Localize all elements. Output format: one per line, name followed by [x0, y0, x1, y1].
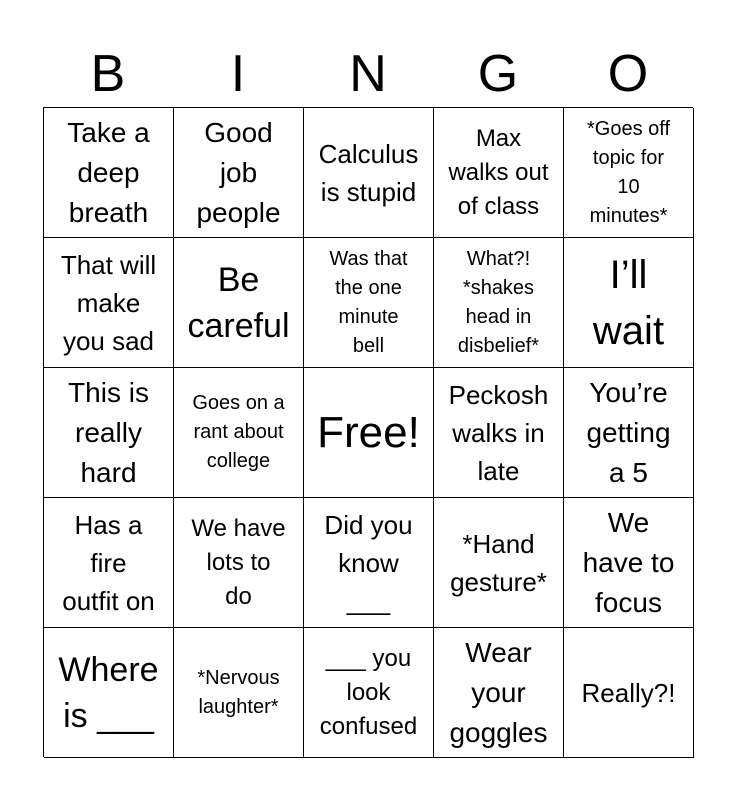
bingo-cell-r4-c3[interactable] — [304, 498, 434, 628]
cell-text: Where is ___ — [58, 650, 159, 735]
bingo-cell-r1-c4[interactable] — [434, 108, 564, 238]
bingo-cell-r2-c4[interactable] — [434, 238, 564, 368]
bingo-board — [43, 107, 693, 757]
bingo-header — [43, 40, 693, 108]
cell-text: That will make you sad — [60, 249, 157, 356]
cell-text: I’ll wait — [592, 252, 665, 353]
bingo-cell-r2-c1[interactable] — [44, 238, 174, 368]
cell-text: What?! *shakes head in disbelief* — [457, 247, 540, 357]
bingo-cell-r2-c2[interactable] — [174, 238, 304, 368]
cell-text: Really?! — [581, 677, 676, 708]
bingo-cell-r4-c1[interactable] — [44, 498, 174, 628]
cell-text: We have to focus — [582, 506, 675, 618]
bingo-cell-r5-c1[interactable] — [44, 628, 174, 758]
cell-text: This is really hard — [68, 376, 149, 488]
bingo-cell-r1-c3[interactable] — [304, 108, 434, 238]
cell-text: ___ you look confused — [319, 644, 418, 740]
bingo-cell-r5-c3[interactable] — [304, 628, 434, 758]
cell-text: Good job people — [196, 116, 281, 228]
cell-text: Goes on a rant about college — [192, 392, 285, 472]
bingo-cell-free[interactable] — [304, 368, 434, 498]
bingo-cell-r2-c5[interactable] — [564, 238, 694, 368]
cell-text: *Goes off topic for 10 minutes* — [586, 117, 671, 227]
bingo-cell-r5-c4[interactable] — [434, 628, 564, 758]
bingo-cell-r1-c5[interactable] — [564, 108, 694, 238]
cell-text: We have lots to do — [191, 514, 286, 610]
bingo-cell-r3-c2[interactable] — [174, 368, 304, 498]
header-letter-i: I — [230, 45, 246, 103]
header-letter-b: B — [90, 45, 126, 103]
bingo-cell-r3-c5[interactable] — [564, 368, 694, 498]
bingo-cell-r1-c1[interactable] — [44, 108, 174, 238]
bingo-cell-r1-c2[interactable] — [174, 108, 304, 238]
cell-text: Peckosh walks in late — [448, 379, 549, 486]
cell-text: Calculus is stupid — [318, 138, 419, 207]
cell-text: Wear your goggles — [449, 636, 548, 748]
cell-text: Did you know ___ — [324, 509, 413, 616]
bingo-cell-r5-c2[interactable] — [174, 628, 304, 758]
cell-text: Max walks out of class — [448, 124, 549, 220]
cell-text: Has a fire outfit on — [62, 509, 155, 616]
bingo-cell-r3-c1[interactable] — [44, 368, 174, 498]
cell-text: Was that the one minute bell — [329, 247, 408, 357]
bingo-cell-r4-c4[interactable] — [434, 498, 564, 628]
bingo-cell-r4-c5[interactable] — [564, 498, 694, 628]
cell-text: *Hand gesture* — [450, 528, 547, 597]
bingo-cell-r5-c5[interactable] — [564, 628, 694, 758]
cell-text: Take a deep breath — [67, 116, 150, 228]
bingo-cell-r2-c3[interactable] — [304, 238, 434, 368]
cell-text: You’re getting a 5 — [586, 376, 671, 488]
cell-text: Be careful — [187, 260, 290, 345]
cell-text: *Nervous laughter* — [197, 666, 280, 718]
header-letter-g: G — [477, 45, 519, 103]
bingo-cell-r3-c4[interactable] — [434, 368, 564, 498]
free-space-text: Free! — [317, 407, 420, 457]
header-letter-o: O — [607, 45, 649, 103]
header-letter-n: N — [349, 45, 387, 103]
bingo-cell-r4-c2[interactable] — [174, 498, 304, 628]
